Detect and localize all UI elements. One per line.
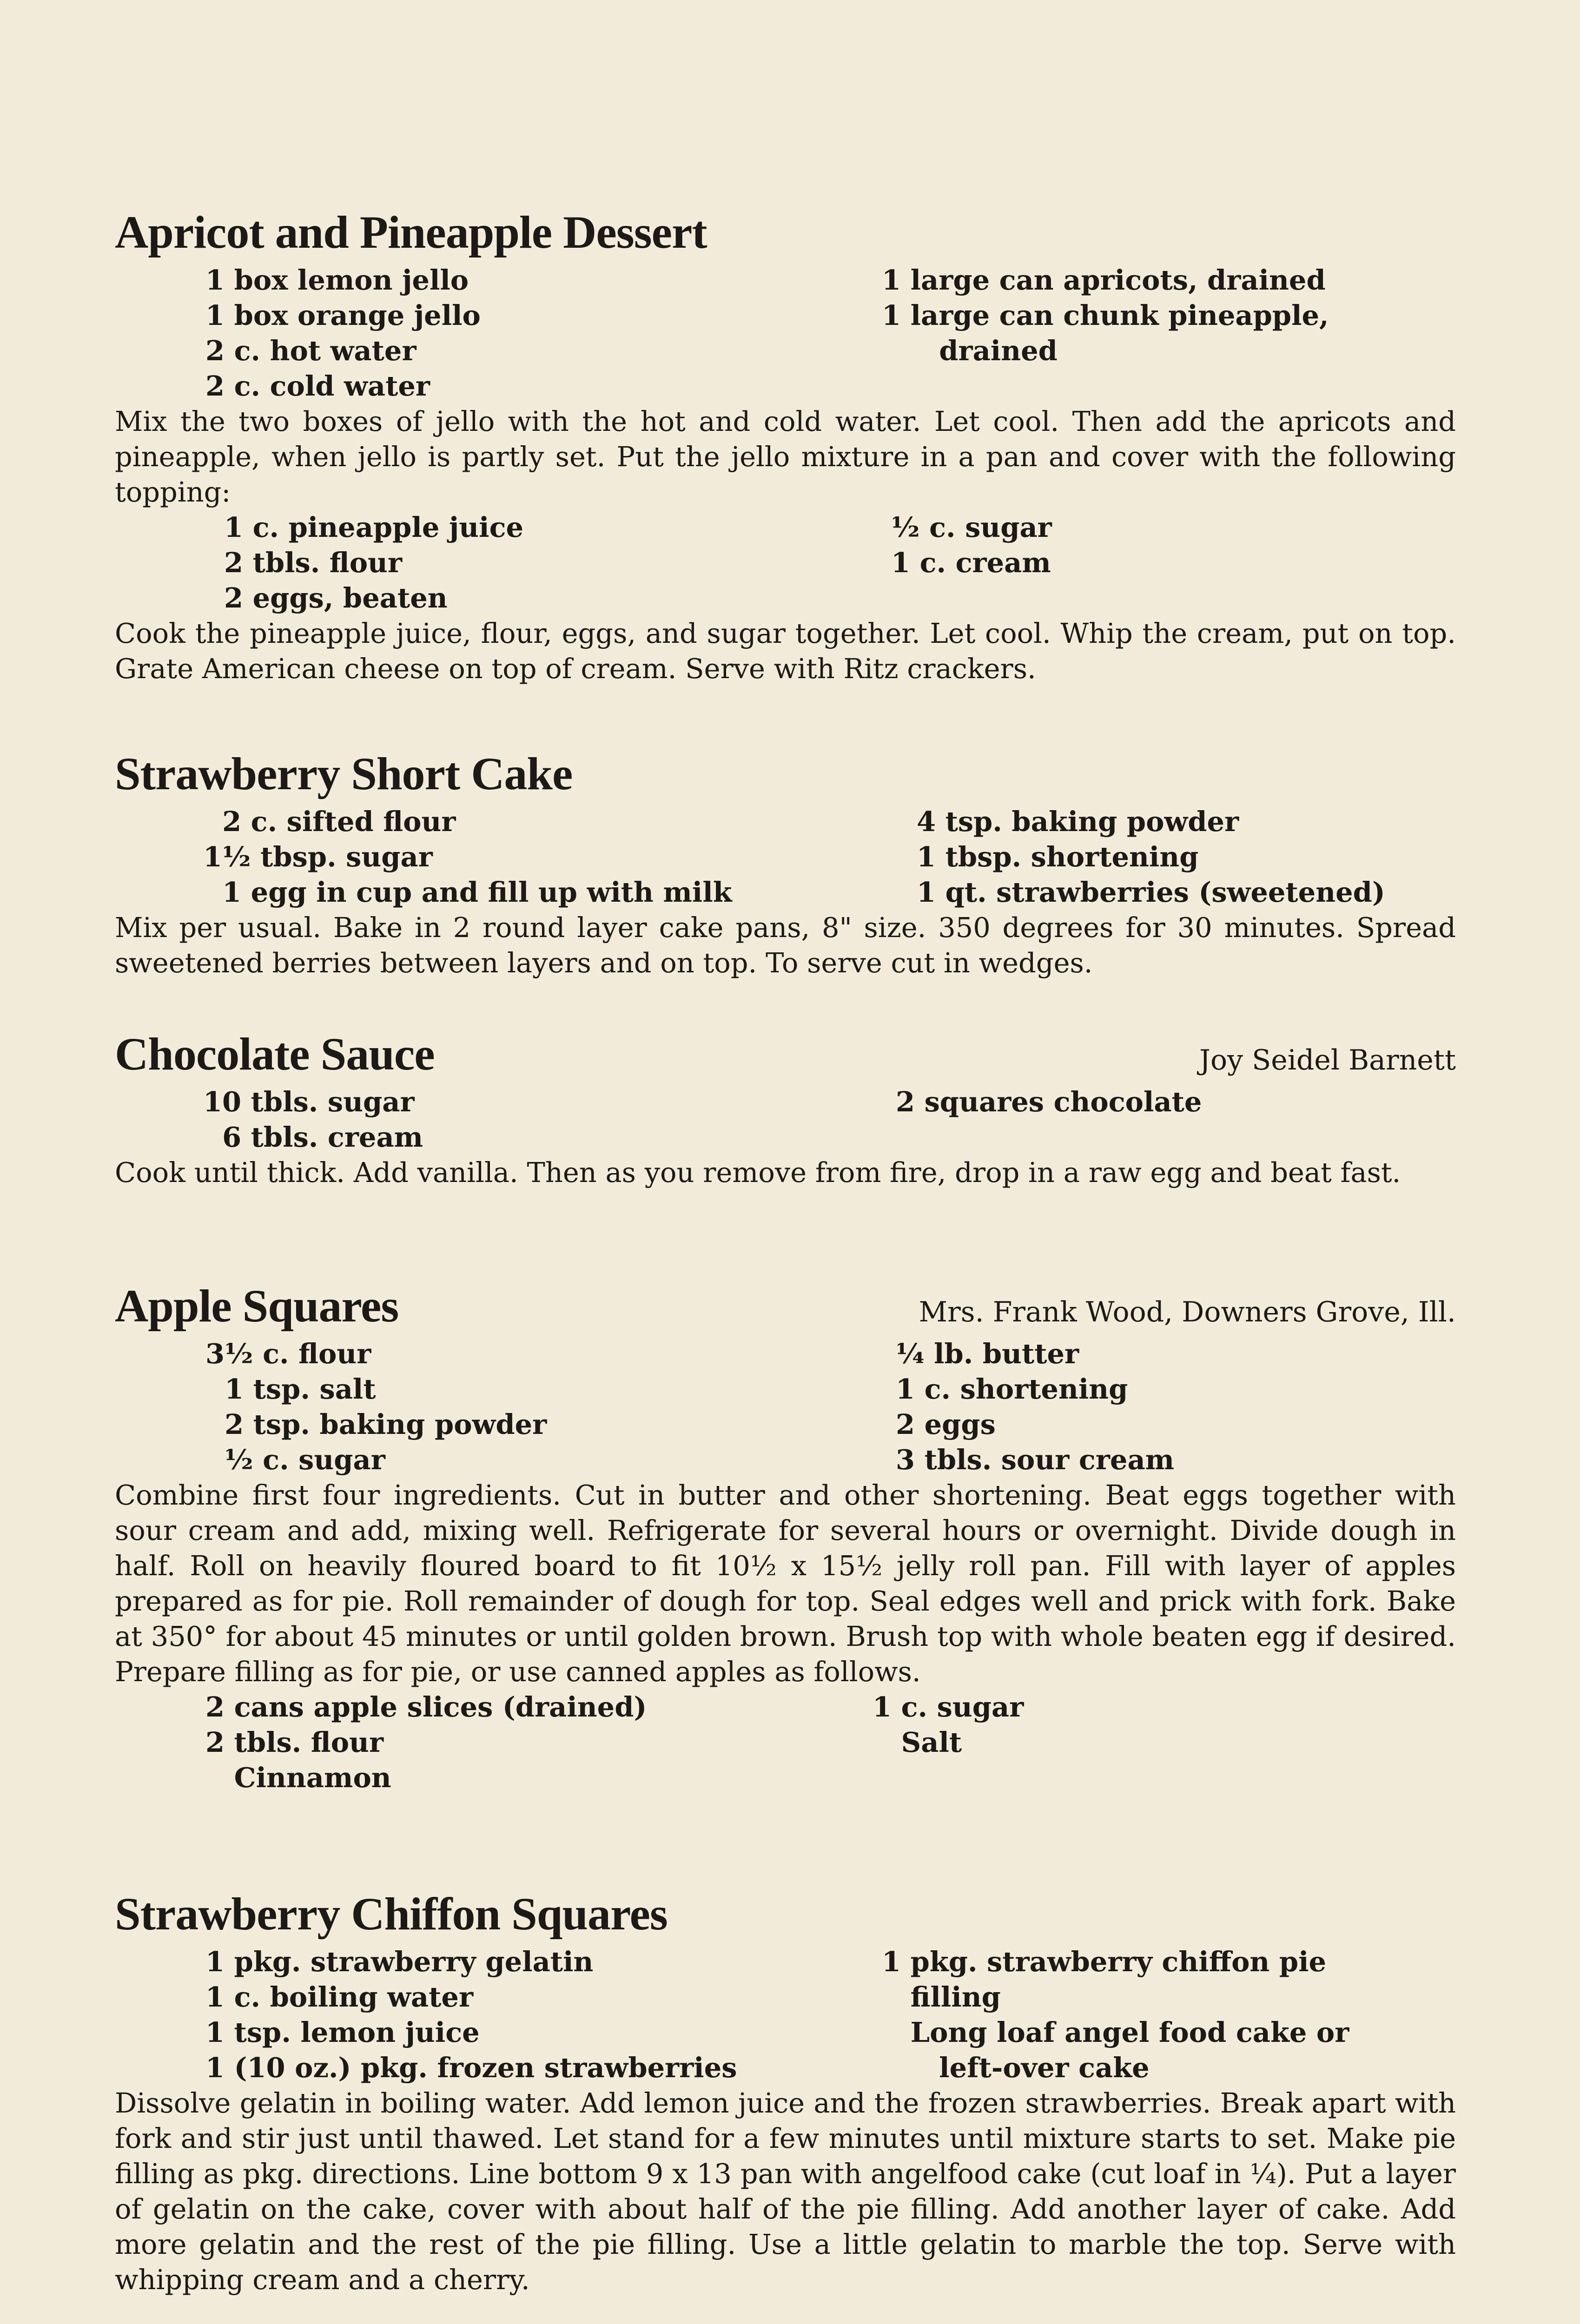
ingredient: 2 eggs, beaten xyxy=(224,582,448,614)
ingredient: 1 qt. strawberries (sweetened) xyxy=(917,876,1385,908)
recipe-strawberry-short-cake xyxy=(115,744,1456,981)
ingredient: 2 squares chocolate xyxy=(896,1086,1202,1118)
ingredient: 1 pkg. strawberry gelatin xyxy=(205,1946,594,1978)
ingredient-column-left xyxy=(205,1690,873,1796)
ingredient: 2 cans apple slices (drained) xyxy=(205,1691,647,1723)
ingredient-list xyxy=(115,1336,1456,1478)
recipe-title: Strawberry Short Cake xyxy=(115,748,573,799)
recipe-header xyxy=(115,1884,1456,1944)
recipe-title: Strawberry Chiffon Squares xyxy=(115,1888,668,1940)
ingredient-list xyxy=(115,804,1456,910)
recipe-header xyxy=(115,744,1456,804)
recipe-title: Apple Squares xyxy=(115,1280,399,1332)
recipe-directions: Cook until thick. Add vanilla. Then as you remove from fire, drop in a raw egg and beat fast. xyxy=(115,1156,1401,1188)
recipe-header xyxy=(115,1276,1456,1336)
ingredient-list xyxy=(115,263,1456,404)
ingredient: 1 box lemon jello xyxy=(205,264,469,296)
ingredient: 1 (10 oz.) pkg. frozen strawberries xyxy=(205,2052,737,2084)
recipe-credit: Mrs. Frank Wood, Downers Grove, Ill. xyxy=(919,1296,1456,1328)
filling-ingredient-list xyxy=(115,1690,1456,1796)
ingredient: ¼ lb. butter xyxy=(896,1338,1079,1370)
ingredient: Long loaf angel food cake or xyxy=(882,2016,1349,2048)
ingredient: 1 pkg. strawberry chiffon pie xyxy=(882,1946,1327,1978)
recipe-directions: Combine first four ingredients. Cut in butter and other shortening. Beat eggs together with sour cream and add, mixing well. Refrigerate for several hours or overnight. Divide dough in half. Roll on heavily floured board to fit 10½ x 15½ jelly roll pan. Fill with layer of apples prepared as for pie. Roll remainder of dough for top. Seal edges well and prick with fork. Bake at 350° for about 45 minutes or until golden brown. Brush top with whole beaten egg if desired. Prepare filling as for pie, or use canned apples as follows. xyxy=(115,1479,1456,1688)
ingredient: 2 eggs xyxy=(896,1408,996,1440)
ingredient: 1 c. sugar xyxy=(873,1691,1024,1723)
ingredient-list xyxy=(115,1084,1456,1155)
recipe-directions: Dissolve gelatin in boiling water. Add lemon juice and the frozen strawberries. Break apart with fork and stir just until thawed. Let stand for a few minutes until mixture starts to set. Make pie filling as pkg. directions. Line bottom 9 x 13 pan with angelfood cake (cut loaf in ¼). Put a layer of gelatin on the cake, cover with about half of the pie filling. Add another layer of cake. Add more gelatin and the rest of the pie filling. Use a little gelatin to marble the top. Serve with whipping cream and a cherry. xyxy=(115,2087,1456,2296)
ingredient: 3½ c. flour xyxy=(205,1338,371,1370)
ingredient-column-right xyxy=(873,1690,1024,1796)
recipe-credit: Joy Seidel Barnett xyxy=(1199,1044,1456,1076)
ingredient: 2 tbls. flour xyxy=(205,1726,384,1758)
ingredient: 1 tbsp. shortening xyxy=(917,841,1199,873)
ingredient: 1½ tbsp. sugar xyxy=(203,841,433,873)
ingredient: 1 large can chunk pineapple, xyxy=(882,299,1329,331)
ingredient: 2 c. cold water xyxy=(205,370,430,402)
ingredient-column-right xyxy=(891,510,1052,616)
recipe-strawberry-chiffon-squares xyxy=(115,1884,1456,2298)
ingredient: 1 tsp. lemon juice xyxy=(205,2016,480,2048)
ingredient-column-right xyxy=(882,1944,1349,2086)
ingredient: 2 c. sifted flour xyxy=(203,805,456,838)
ingredient: 1 tsp. salt xyxy=(205,1373,376,1405)
recipe-apple-squares xyxy=(115,1276,1456,1796)
recipe-directions: Mix per usual. Bake in 2 round layer cake pans, 8" size. 350 degrees for 30 minutes. Spread sweetened berries between layers and on top. To serve cut in wedges. xyxy=(115,911,1456,979)
ingredient: drained xyxy=(882,335,1058,367)
recipe-header xyxy=(115,1024,1456,1084)
ingredient: 1 c. pineapple juice xyxy=(224,511,524,543)
ingredient: ½ c. sugar xyxy=(891,511,1052,543)
ingredient-column-right xyxy=(882,263,1329,404)
recipe-directions-2: Cook the pineapple juice, flour, eggs, and sugar together. Let cool. Whip the cream, put on top. Grate American cheese on top of cream. Serve with Ritz crackers. xyxy=(115,617,1456,685)
recipe-title: Apricot and Pineapple Dessert xyxy=(115,206,707,258)
recipe-title: Chocolate Sauce xyxy=(115,1028,435,1080)
recipe-header xyxy=(115,202,1456,263)
ingredient-column-left xyxy=(203,1084,896,1155)
ingredient-column-right xyxy=(917,804,1385,910)
ingredient: 10 tbls. sugar xyxy=(203,1086,415,1118)
ingredient-column-left xyxy=(205,1336,896,1478)
ingredient: 1 box orange jello xyxy=(205,299,481,331)
ingredient-column-left xyxy=(203,804,917,910)
ingredient: Salt xyxy=(873,1726,962,1758)
ingredient: Cinnamon xyxy=(205,1762,391,1794)
ingredient: ½ c. sugar xyxy=(205,1444,385,1476)
recipe-apricot-pineapple-dessert xyxy=(115,202,1456,687)
ingredient: 2 c. hot water xyxy=(205,335,416,367)
ingredient: 1 large can apricots, drained xyxy=(882,264,1326,296)
ingredient: 2 tbls. flour xyxy=(224,547,403,579)
ingredient: 1 egg in cup and fill up with milk xyxy=(203,876,732,908)
ingredient: 6 tbls. cream xyxy=(203,1121,423,1153)
ingredient: 4 tsp. baking powder xyxy=(917,805,1239,838)
ingredient: 1 c. boiling water xyxy=(205,1981,474,2013)
ingredient-list xyxy=(115,1944,1456,2086)
ingredient: 3 tbls. sour cream xyxy=(896,1444,1175,1476)
ingredient-column-right xyxy=(896,1336,1174,1478)
ingredient-column-left xyxy=(224,510,891,616)
ingredient: filling xyxy=(882,1981,1001,2013)
ingredient-column-left xyxy=(205,1944,882,2086)
ingredient: 2 tsp. baking powder xyxy=(205,1408,547,1440)
ingredient-column-right xyxy=(896,1084,1202,1155)
ingredient: 1 c. cream xyxy=(891,547,1051,579)
ingredient: left-over cake xyxy=(882,2052,1150,2084)
ingredient: 1 c. shortening xyxy=(896,1373,1128,1405)
recipe-directions: Mix the two boxes of jello with the hot and cold water. Let cool. Then add the apricots and pineapple, when jello is partly set. Put the jello mixture in a pan and cover with the following topping: xyxy=(115,405,1456,508)
ingredient-column-left xyxy=(205,263,882,404)
topping-ingredient-list xyxy=(115,510,1456,616)
recipe-chocolate-sauce xyxy=(115,1024,1456,1190)
